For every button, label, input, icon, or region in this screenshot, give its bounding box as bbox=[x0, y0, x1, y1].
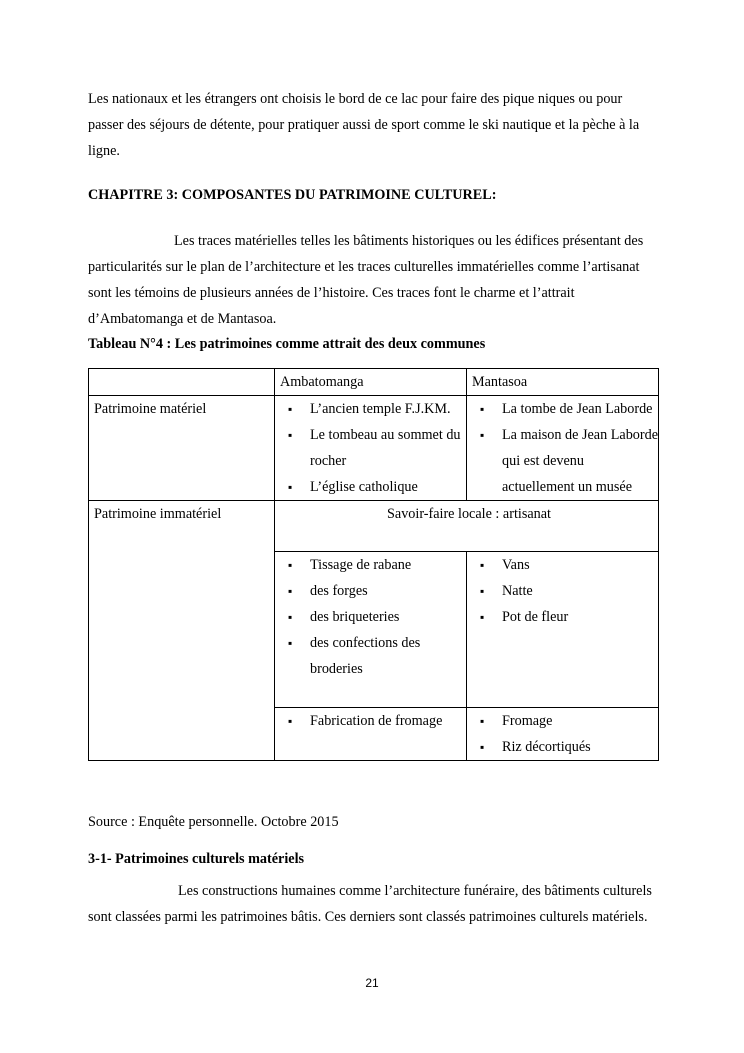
list-item: ▪ des confections des broderies bbox=[310, 630, 466, 682]
list-item: ▪ Le tombeau au sommet du rocher bbox=[310, 422, 466, 474]
cell-food-ambatomanga bbox=[275, 708, 467, 761]
table-row-immateriel-shared bbox=[89, 501, 659, 552]
intro-paragraph: Les nationaux et les étrangers ont choisis le bord de ce lac pour faire des pique niques ou pour passer des séjours de détente, pour pratiquer aussi de sport comme le ski nautique et la pèche à la ligne. bbox=[88, 91, 640, 159]
list-item: ▪ des forges bbox=[310, 578, 466, 604]
cell-savoir-faire: Savoir-faire locale : artisanat bbox=[275, 501, 659, 552]
cell-crafts-mantasoa bbox=[467, 552, 659, 708]
section-heading: 3-1- Patrimoines culturels matériels bbox=[88, 851, 305, 867]
table-caption: Tableau N°4 : Les patrimoines comme attrait des deux communes bbox=[88, 336, 486, 352]
table-header-ambatomanga: Ambatomanga bbox=[275, 369, 467, 396]
list-item: ▪ L’ancien temple F.J.KM. bbox=[310, 396, 466, 422]
chapter-heading: CHAPITRE 3: COMPOSANTES DU PATRIMOINE CULTUREL: bbox=[88, 187, 497, 203]
table-header-empty bbox=[89, 369, 275, 396]
list-item: ▪ L’église catholique bbox=[310, 474, 466, 500]
page-number: 21 bbox=[365, 976, 379, 990]
list-item: ▪ Natte bbox=[502, 578, 658, 604]
list-item: ▪ Fromage bbox=[502, 708, 658, 734]
row-label-materiel: Patrimoine matériel bbox=[89, 396, 275, 501]
list-item: ▪ La maison de Jean Laborde qui est devenu actuellement un musée bbox=[502, 422, 658, 500]
table-header-mantasoa: Mantasoa bbox=[467, 369, 659, 396]
list-item: ▪ La tombe de Jean Laborde bbox=[502, 396, 658, 422]
list-item: ▪ Pot de fleur bbox=[502, 604, 658, 630]
list-item: ▪ des briqueteries bbox=[310, 604, 466, 630]
table-header-row bbox=[89, 369, 659, 396]
table-source: Source : Enquête personnelle. Octobre 2015 bbox=[88, 814, 339, 830]
list-item: ▪ Vans bbox=[502, 552, 658, 578]
list-item: ▪ Tissage de rabane bbox=[310, 552, 466, 578]
section-paragraph: Les constructions humaines comme l’architecture funéraire, des bâtiments culturels sont classées parmi les patrimoines bâtis. Ces derniers sont classés patrimoines culturels matériels. bbox=[88, 883, 652, 925]
cell-crafts-ambatomanga bbox=[275, 552, 467, 708]
chapter-paragraph: Les traces matérielles telles les bâtiments historiques ou les édifices présentant des particularités sur le plan de l’architecture et les traces culturelles immatérielles comme l’artisanat sont les témoins de plusieurs années de l’histoire. Ces traces font le charme et l’attrait d’Ambatomanga et de Mantasoa. bbox=[88, 233, 644, 327]
table-row-materiel bbox=[89, 396, 659, 501]
cell-materiel-mantasoa bbox=[467, 396, 659, 501]
list-item: ▪ Fabrication de fromage bbox=[310, 708, 466, 734]
cell-materiel-ambatomanga bbox=[275, 396, 467, 501]
heritage-table bbox=[88, 368, 659, 761]
row-label-immateriel: Patrimoine immatériel bbox=[89, 501, 275, 761]
list-item: ▪ Riz décortiqués bbox=[502, 734, 658, 760]
cell-food-mantasoa bbox=[467, 708, 659, 761]
